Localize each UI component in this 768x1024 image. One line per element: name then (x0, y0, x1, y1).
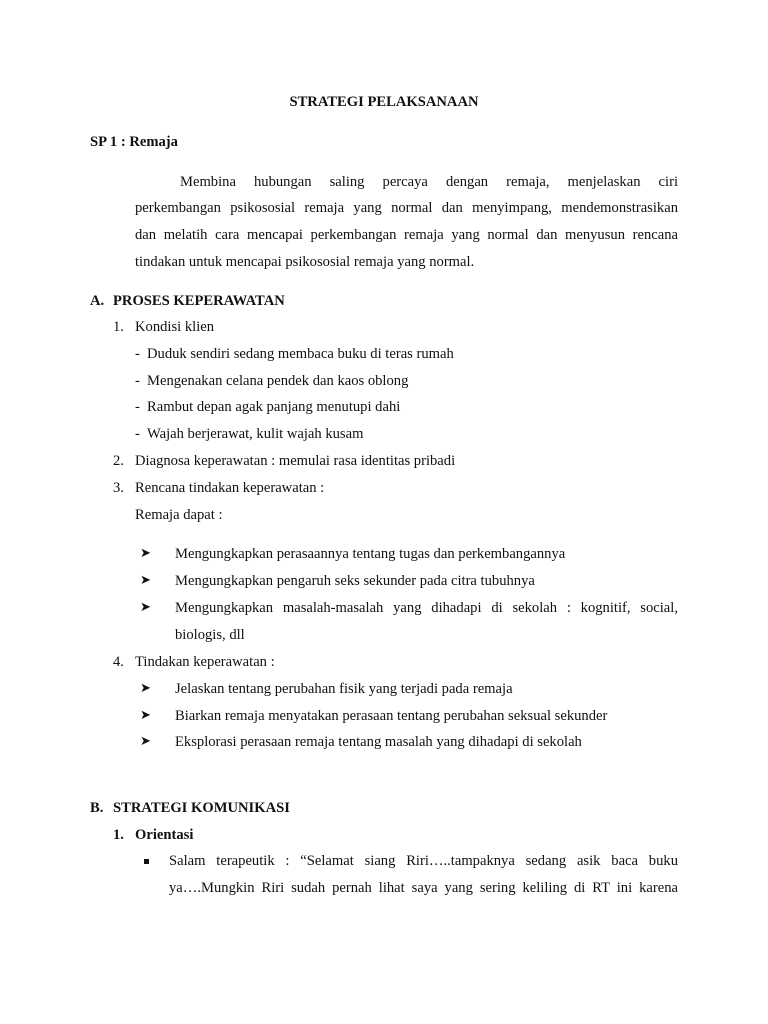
intro-line-1: Membina hubungan saling percaya dengan remaja, menjelaskan ciri (180, 174, 678, 190)
a-item2-label: Diagnosa keperawatan : memulai rasa identitas pribadi (135, 453, 456, 469)
a-item3-number: 3. (113, 480, 124, 496)
rencana-bullet: Mengungkapkan masalah-masalah yang dihadapi di sekolah : kognitif, social, (175, 600, 678, 616)
section-b-marker: B. (90, 800, 104, 816)
square-bullet-icon (144, 859, 149, 864)
tindakan-bullet: Eksplorasi perasaan remaja tentang masalah yang dihadapi di sekolah (175, 734, 582, 750)
intro-line-3: dan melatih cara mencapai perkembangan remaja yang normal dan menyusun rencana (135, 227, 678, 243)
b-item1-number: 1. (113, 827, 124, 843)
intro-line-4: tindakan untuk mencapai psikososial remaja yang normal. (135, 254, 475, 270)
dash-icon: - (135, 426, 140, 442)
dash-icon: - (135, 399, 140, 415)
rencana-bullet: Mengungkapkan pengaruh seks sekunder pada citra tubuhnya (175, 573, 535, 589)
tindakan-bullet: Jelaskan tentang perubahan fisik yang terjadi pada remaja (175, 681, 513, 697)
dash-icon: - (135, 373, 140, 389)
arrow-bullet-icon: ➤ (140, 733, 151, 748)
kondisi-item: Mengenakan celana pendek dan kaos oblong (147, 373, 409, 389)
kondisi-item: Duduk sendiri sedang membaca buku di teras rumah (147, 346, 454, 362)
tindakan-bullet: Biarkan remaja menyatakan perasaan tentang perubahan seksual sekunder (175, 708, 608, 724)
kondisi-item: Rambut depan agak panjang menutupi dahi (147, 399, 401, 415)
arrow-bullet-icon: ➤ (140, 680, 151, 695)
a-item4-label: Tindakan keperawatan : (135, 654, 275, 670)
document-title: STRATEGI PELAKSANAAN (289, 94, 479, 110)
arrow-bullet-icon: ➤ (140, 545, 151, 560)
a-item3-label: Rencana tindakan keperawatan : (135, 480, 325, 496)
intro-line-2: perkembangan psikososial remaja yang normal dan menyimpang, mendemonstrasikan (135, 200, 678, 216)
rencana-bullet: Mengungkapkan perasaannya tentang tugas dan perkembangannya (175, 546, 566, 562)
section-a-heading: PROSES KEPERAWATAN (113, 293, 285, 309)
kondisi-item: Wajah berjerawat, kulit wajah kusam (147, 426, 364, 442)
section-b-heading: STRATEGI KOMUNIKASI (113, 800, 290, 816)
a-item2-number: 2. (113, 453, 124, 469)
b-item1-label: Orientasi (135, 827, 194, 843)
arrow-bullet-icon: ➤ (140, 599, 151, 614)
orientasi-line-2: ya….Mungkin Riri sudah pernah lihat saya yang sering keliling di RT ini karena (169, 880, 678, 896)
arrow-bullet-icon: ➤ (140, 707, 151, 722)
orientasi-line-1: Salam terapeutik : “Selamat siang Riri…..tampaknya sedang asik baca buku (169, 853, 678, 869)
a-item3-sub: Remaja dapat : (135, 507, 223, 523)
rencana-bullet-continuation: biologis, dll (175, 627, 245, 643)
a-item1-label: Kondisi klien (135, 319, 215, 335)
arrow-bullet-icon: ➤ (140, 572, 151, 587)
dash-icon: - (135, 346, 140, 362)
sp-heading: SP 1 : Remaja (90, 134, 178, 150)
a-item1-number: 1. (113, 319, 124, 335)
section-a-marker: A. (90, 293, 105, 309)
a-item4-number: 4. (113, 654, 124, 670)
